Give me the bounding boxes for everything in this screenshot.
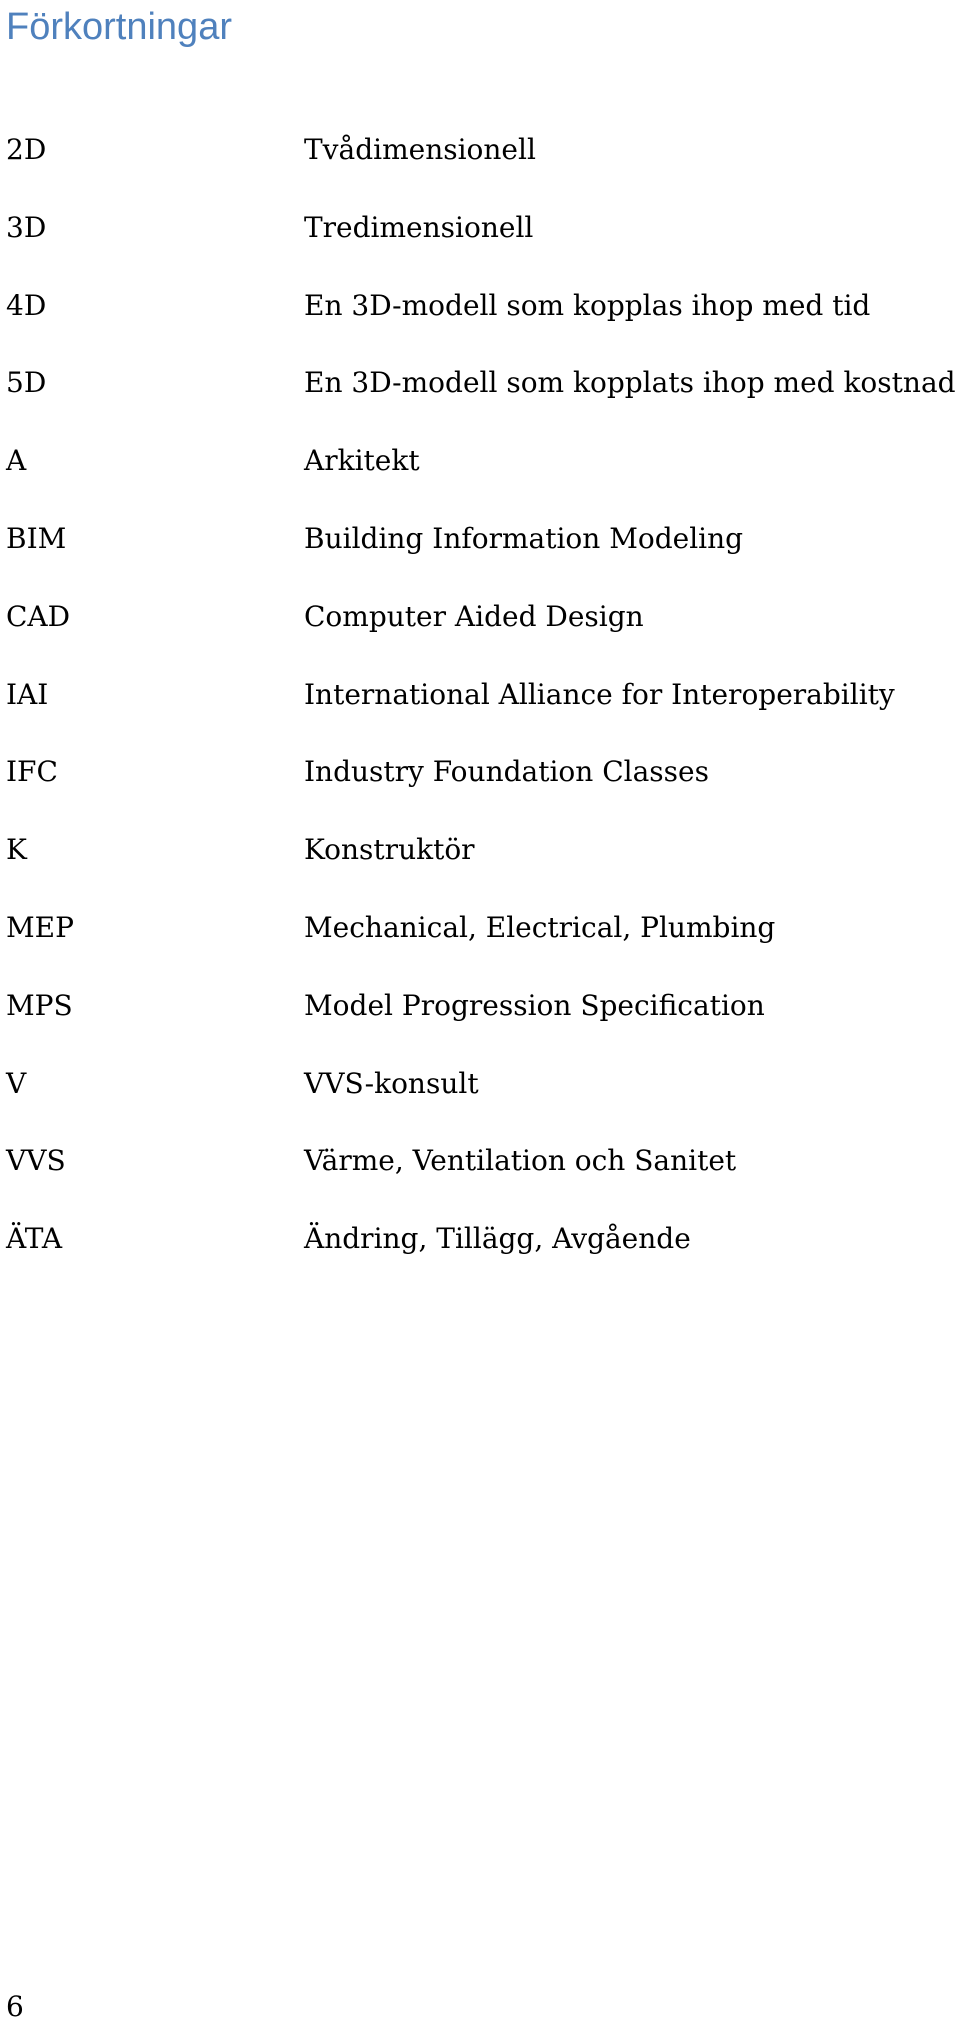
abbreviation-definition: Building Information Modeling	[304, 521, 744, 555]
abbreviation-definition: Arkitekt	[304, 444, 420, 478]
abbreviation-term: 3D	[6, 210, 47, 244]
abbreviation-definition: Tredimensionell	[304, 210, 534, 244]
abbreviation-term: V	[6, 1066, 27, 1100]
abbreviation-term: 5D	[6, 366, 47, 400]
abbreviation-row	[0, 589, 960, 667]
abbreviation-term: ÄTA	[6, 1222, 63, 1256]
abbreviation-row	[0, 1056, 960, 1134]
abbreviation-row	[0, 433, 960, 511]
abbreviation-term: 2D	[6, 133, 47, 166]
abbreviation-definition: Model Progression Specification	[304, 988, 765, 1022]
abbreviation-term: MEP	[6, 910, 74, 944]
abbreviation-definition: En 3D-modell som kopplas ihop med tid	[304, 288, 871, 322]
abbreviation-term: 4D	[6, 288, 47, 322]
abbreviation-term: A	[6, 444, 27, 478]
abbreviation-list	[0, 122, 960, 1289]
abbreviation-definition: Computer Aided Design	[304, 599, 644, 633]
abbreviation-row	[0, 278, 960, 356]
abbreviation-row	[0, 200, 960, 278]
abbreviation-definition: International Alliance for Interoperability	[304, 677, 895, 711]
abbreviation-row	[0, 355, 960, 433]
abbreviation-term: MPS	[6, 988, 73, 1022]
abbreviation-row	[0, 822, 960, 900]
abbreviation-definition: Ändring, Tillägg, Avgående	[304, 1222, 691, 1256]
abbreviation-term: IFC	[6, 755, 58, 789]
abbreviation-row	[0, 122, 960, 200]
abbreviation-term: K	[6, 833, 27, 867]
abbreviation-term: VVS	[6, 1144, 66, 1178]
abbreviation-row	[0, 900, 960, 978]
abbreviation-definition: Tvådimensionell	[304, 133, 536, 166]
abbreviation-definition: Konstruktör	[304, 833, 475, 867]
abbreviation-definition: Mechanical, Electrical, Plumbing	[304, 910, 776, 944]
abbreviation-definition: En 3D-modell som kopplats ihop med kostnad	[304, 366, 956, 400]
abbreviation-term: CAD	[6, 599, 71, 633]
page-number: 6	[6, 1990, 24, 2023]
abbreviation-row	[0, 511, 960, 589]
abbreviation-definition: VVS-konsult	[304, 1066, 479, 1100]
abbreviation-definition: Värme, Ventilation och Sanitet	[304, 1144, 737, 1178]
abbreviation-term: IAI	[6, 677, 49, 711]
abbreviation-row	[0, 744, 960, 822]
abbreviation-term: BIM	[6, 521, 67, 555]
abbreviation-row	[0, 1133, 960, 1211]
abbreviation-definition: Industry Foundation Classes	[304, 755, 709, 789]
abbreviation-row	[0, 1211, 960, 1289]
page-title: Förkortningar	[6, 6, 232, 48]
abbreviation-row	[0, 667, 960, 745]
abbreviation-row	[0, 978, 960, 1056]
